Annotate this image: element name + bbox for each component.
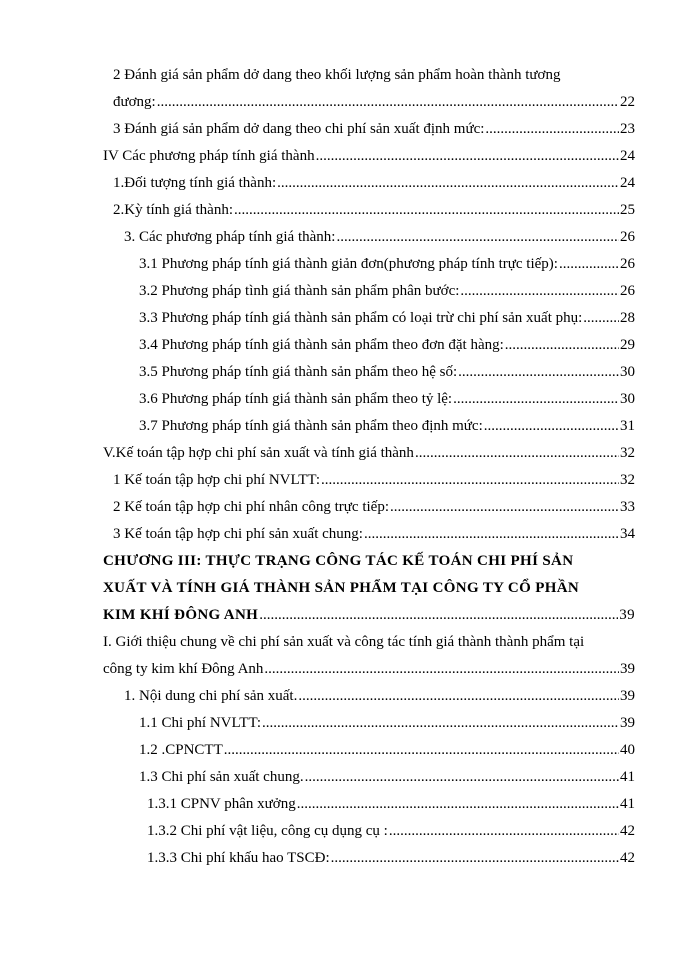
toc-page-number: 30 [620, 364, 635, 380]
toc-entry-text: 3 Đánh giá sản phẩm dở dang theo chi phí sản xuất định mức: [113, 121, 485, 137]
toc-entry[interactable] [103, 791, 635, 818]
dot-leader [262, 710, 619, 737]
toc-entry-text: 3.3 Phương pháp tính giá thành sản phẩm có loại trừ chi phí sản xuất phụ: [139, 310, 583, 326]
toc-page-number: 26 [620, 256, 635, 272]
dot-leader [484, 413, 619, 440]
chapter-heading-text: KIM KHÍ ĐÔNG ANH [103, 607, 259, 623]
toc-entry-text: 1.3.1 CPNV phân xưởng [147, 796, 296, 812]
dot-leader [259, 602, 618, 629]
dot-leader [305, 764, 619, 791]
dot-leader [336, 224, 619, 251]
toc-entry-text: đương: [113, 94, 156, 110]
toc-entry-text: 3. Các phương pháp tính giá thành: [124, 229, 336, 245]
dot-leader [321, 467, 619, 494]
toc-page-number: 24 [620, 175, 635, 191]
toc-entry[interactable] [103, 710, 635, 737]
dot-leader [485, 116, 619, 143]
toc-page-number: 28 [620, 310, 635, 326]
toc-entry[interactable] [103, 197, 635, 224]
toc-entry[interactable] [103, 89, 635, 116]
toc-page-number: 32 [620, 472, 635, 488]
toc-entry[interactable] [103, 251, 635, 278]
toc-entry[interactable] [103, 116, 635, 143]
toc-page-number: 39 [620, 661, 635, 677]
toc-entry-text: 1 Kế toán tập hợp chi phí NVLTT: [113, 472, 321, 488]
toc-entry-text: I. Giới thiệu chung về chi phí sản xuất và công tác tính giá thành thành phẩm tại [103, 634, 585, 650]
chapter-heading-line [103, 575, 635, 602]
table-of-contents [103, 62, 635, 872]
toc-page-number: 31 [620, 418, 635, 434]
toc-page-number: 42 [620, 823, 635, 839]
toc-entry-text: 2 Kế toán tập hợp chi phí nhân công trực tiếp: [113, 499, 389, 515]
dot-leader [364, 521, 619, 548]
dot-leader [415, 440, 619, 467]
toc-entry-text: 3.1 Phương pháp tính giá thành giản đơn(phương pháp tính trực tiếp): [139, 256, 558, 272]
toc-entry[interactable] [103, 656, 635, 683]
toc-entry-text: 3.4 Phương pháp tính giá thành sản phẩm theo đơn đặt hàng: [139, 337, 504, 353]
dot-leader [458, 359, 619, 386]
toc-entry[interactable] [103, 494, 635, 521]
toc-entry-text: 3.5 Phương pháp tính giá thành sản phẩm theo hệ số: [139, 364, 458, 380]
toc-entry-text: 3.6 Phương pháp tính giá thành sản phẩm theo tỷ lệ: [139, 391, 453, 407]
toc-entry[interactable] [103, 683, 635, 710]
toc-entry[interactable] [103, 467, 635, 494]
toc-entry[interactable] [103, 845, 635, 872]
dot-leader [331, 845, 619, 872]
toc-page-number: 26 [620, 229, 635, 245]
toc-entry-text: 3 Kế toán tập hợp chi phí sản xuất chung: [113, 526, 363, 542]
toc-entry[interactable] [103, 305, 635, 332]
toc-entry-line [103, 62, 635, 89]
toc-entry-line [103, 629, 635, 656]
dot-leader [390, 494, 619, 521]
toc-entry[interactable] [103, 440, 635, 467]
dot-leader [460, 278, 619, 305]
chapter-heading-line [103, 548, 635, 575]
dot-leader [453, 386, 619, 413]
toc-entry[interactable] [103, 386, 635, 413]
toc-entry[interactable] [103, 764, 635, 791]
toc-entry[interactable] [103, 224, 635, 251]
chapter-heading-text: XUẤT VÀ TÍNH GIÁ THÀNH SẢN PHẨM TẠI CÔNG TY CỔ PHẦN [103, 580, 580, 596]
dot-leader [505, 332, 619, 359]
toc-page-number: 40 [620, 742, 635, 758]
toc-entry-text: 1.3.2 Chi phí vật liệu, công cụ dụng cụ : [147, 823, 388, 839]
dot-leader [264, 656, 619, 683]
toc-entry-text: 2 Đánh giá sản phẩm dở dang theo khối lượng sản phẩm hoàn thành tương [113, 67, 561, 83]
dot-leader [298, 683, 619, 710]
toc-page-number: 30 [620, 391, 635, 407]
chapter-heading-text: CHƯƠNG III: THỰC TRẠNG CÔNG TÁC KẾ TOÁN CHI PHÍ SẢN [103, 553, 574, 569]
toc-entry[interactable] [103, 737, 635, 764]
toc-page-number: 39 [620, 715, 635, 731]
dot-leader [224, 737, 619, 764]
toc-page-number: 41 [620, 796, 635, 812]
toc-page-number: 33 [620, 499, 635, 515]
toc-entry[interactable] [103, 278, 635, 305]
dot-leader [297, 791, 619, 818]
toc-entry-text: 1.2 .CPNCTT [139, 742, 223, 758]
toc-entry[interactable] [103, 143, 635, 170]
toc-entry-text: 2.Kỳ tính giá thành: [113, 202, 233, 218]
toc-entry-text: 1.Đối tượng tính giá thành: [113, 175, 277, 191]
toc-page-number: 34 [620, 526, 635, 542]
toc-entry-text: 1.3 Chi phí sản xuất chung. [139, 769, 304, 785]
toc-page-number: 24 [620, 148, 635, 164]
toc-page-number: 29 [620, 337, 635, 353]
dot-leader [157, 89, 619, 116]
toc-entry-text: 1.3.3 Chi phí khấu hao TSCĐ: [147, 850, 330, 866]
toc-entry-text: 3.2 Phương pháp tình giá thành sản phẩm phân bước: [139, 283, 460, 299]
toc-entry-text: IV Các phương pháp tính giá thành [103, 148, 315, 164]
toc-entry-text: 1. Nội dung chi phí sản xuất. [124, 688, 298, 704]
toc-entry[interactable] [103, 359, 635, 386]
toc-entry-text: 3.7 Phương pháp tính giá thành sản phẩm theo định mức: [139, 418, 483, 434]
dot-leader [277, 170, 619, 197]
toc-entry-text: V.Kế toán tập hợp chi phí sản xuất và tính giá thành [103, 445, 414, 461]
toc-page-number: 22 [620, 94, 635, 110]
dot-leader [583, 305, 619, 332]
toc-entry-text: công ty kim khí Đông Anh [103, 661, 264, 677]
toc-entry[interactable] [103, 818, 635, 845]
toc-page-number: 32 [620, 445, 635, 461]
dot-leader [234, 197, 619, 224]
toc-entry-text: 1.1 Chi phí NVLTT: [139, 715, 262, 731]
toc-entry[interactable] [103, 332, 635, 359]
toc-page-number: 39 [620, 688, 635, 704]
toc-page-number: 23 [620, 121, 635, 137]
toc-page-number: 39 [619, 607, 635, 623]
toc-entry[interactable] [103, 413, 635, 440]
dot-leader [389, 818, 619, 845]
toc-entry[interactable] [103, 170, 635, 197]
toc-page-number: 41 [620, 769, 635, 785]
toc-page-number: 25 [620, 202, 635, 218]
dot-leader [559, 251, 619, 278]
toc-page-number: 42 [620, 850, 635, 866]
toc-entry[interactable] [103, 602, 635, 629]
dot-leader [316, 143, 619, 170]
toc-entry[interactable] [103, 521, 635, 548]
toc-page-number: 26 [620, 283, 635, 299]
